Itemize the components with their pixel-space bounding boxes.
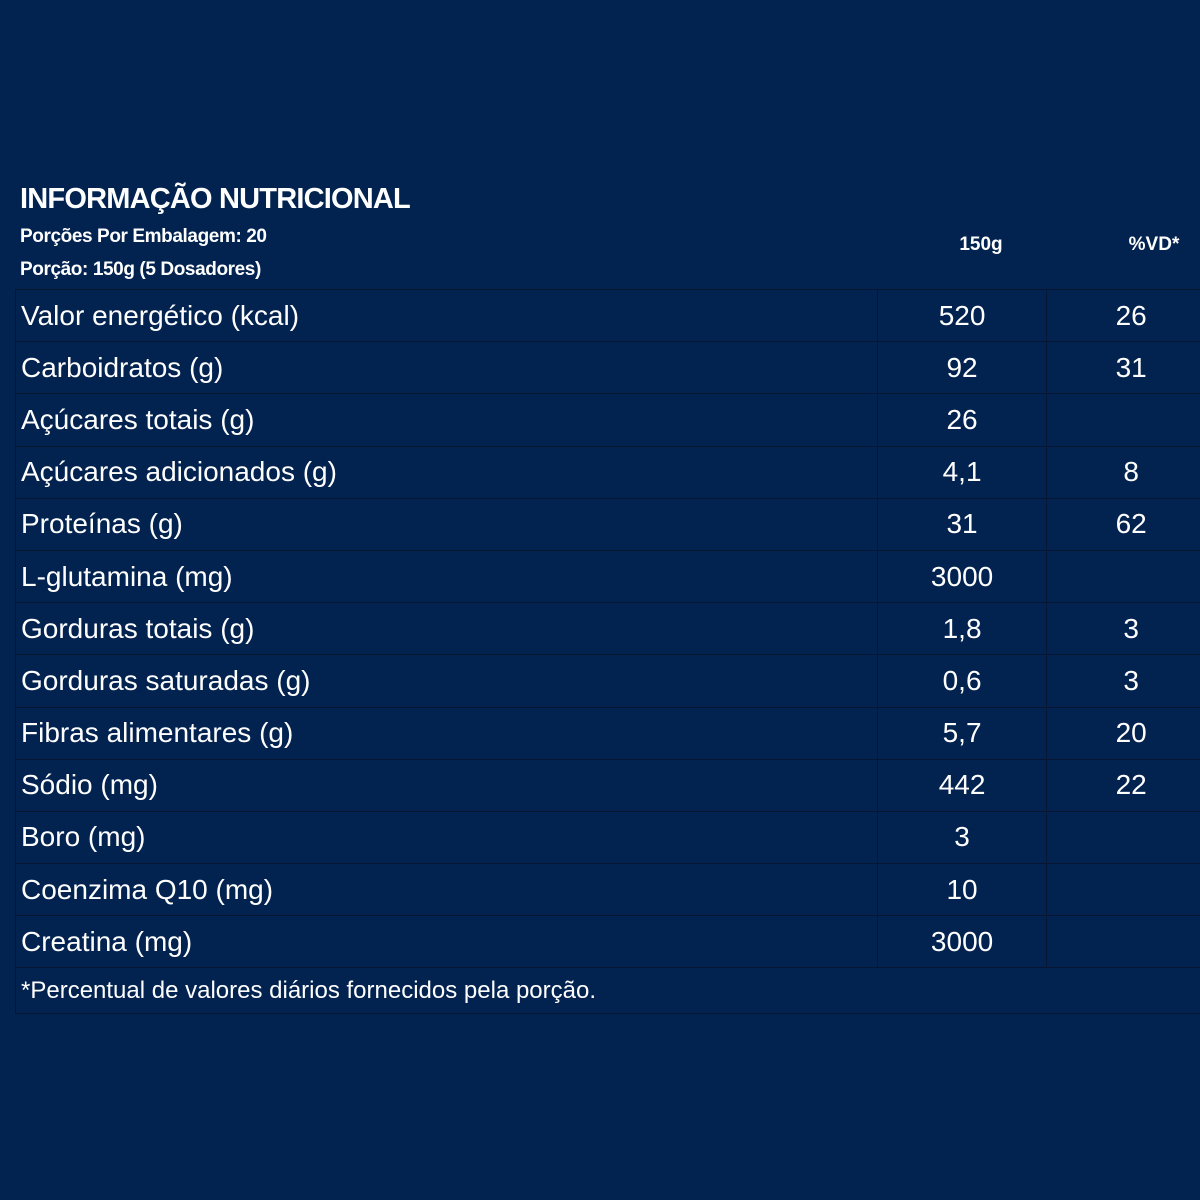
nutrient-daily-value [1046, 864, 1200, 915]
nutrient-amount: 0,6 [877, 655, 1047, 706]
nutrient-daily-value [1046, 394, 1200, 445]
nutrient-name: Açúcares adicionados (g) [15, 447, 877, 498]
nutrient-daily-value: 31 [1046, 342, 1200, 393]
nutrient-row [15, 394, 1200, 446]
nutrient-daily-value: 62 [1046, 499, 1200, 550]
nutrient-daily-value: 20 [1046, 708, 1200, 759]
serving-size: Porção: 150g (5 Dosadores) [20, 259, 261, 280]
nutrient-name: Gorduras saturadas (g) [15, 655, 877, 706]
nutrient-amount: 3 [877, 812, 1047, 863]
nutrient-daily-value [1046, 551, 1200, 602]
servings-per-package: Porções Por Embalagem: 20 [20, 226, 267, 247]
nutrient-amount: 520 [877, 290, 1047, 341]
nutrient-table [15, 289, 1200, 968]
nutrient-row [15, 290, 1200, 342]
nutrient-row [15, 447, 1200, 499]
nutrient-daily-value: 3 [1046, 655, 1200, 706]
nutrient-row [15, 342, 1200, 394]
nutrient-daily-value: 3 [1046, 603, 1200, 654]
nutrient-daily-value [1046, 812, 1200, 863]
nutrient-amount: 31 [877, 499, 1047, 550]
nutrient-amount: 26 [877, 394, 1047, 445]
nutrient-amount: 92 [877, 342, 1047, 393]
nutrient-amount: 5,7 [877, 708, 1047, 759]
nutrient-row [15, 551, 1200, 603]
nutrient-name: Proteínas (g) [15, 499, 877, 550]
nutrient-daily-value [1046, 916, 1200, 967]
nutrient-name: Fibras alimentares (g) [15, 708, 877, 759]
nutrition-title: INFORMAÇÃO NUTRICIONAL [20, 183, 410, 215]
nutrient-name: Valor energético (kcal) [15, 290, 877, 341]
footnote-row [15, 968, 1200, 1014]
nutrient-amount: 4,1 [877, 447, 1047, 498]
nutrient-name: Carboidratos (g) [15, 342, 877, 393]
nutrient-name: L-glutamina (mg) [15, 551, 877, 602]
nutrient-name: Gorduras totais (g) [15, 603, 877, 654]
column-header-daily-value: %VD* [1128, 234, 1180, 255]
nutrient-row [15, 708, 1200, 760]
nutrient-amount: 442 [877, 760, 1047, 811]
nutrient-row [15, 916, 1200, 968]
nutrient-name: Creatina (mg) [15, 916, 877, 967]
nutrient-row [15, 760, 1200, 812]
nutrient-daily-value: 22 [1046, 760, 1200, 811]
nutrient-name: Sódio (mg) [15, 760, 877, 811]
column-header-amount: 150g [959, 234, 1003, 255]
nutrient-name: Boro (mg) [15, 812, 877, 863]
nutrient-amount: 3000 [877, 916, 1047, 967]
nutrient-row [15, 812, 1200, 864]
nutrient-row [15, 864, 1200, 916]
footnote: *Percentual de valores diários fornecidos pela porção. [21, 976, 597, 1004]
nutrient-name: Açúcares totais (g) [15, 394, 877, 445]
nutrient-amount: 10 [877, 864, 1047, 915]
nutrient-amount: 1,8 [877, 603, 1047, 654]
nutrient-amount: 3000 [877, 551, 1047, 602]
nutrient-daily-value: 26 [1046, 290, 1200, 341]
nutrient-daily-value: 8 [1046, 447, 1200, 498]
nutrient-name: Coenzima Q10 (mg) [15, 864, 877, 915]
nutrient-row [15, 655, 1200, 707]
nutrient-row [15, 603, 1200, 655]
nutrient-row [15, 499, 1200, 551]
